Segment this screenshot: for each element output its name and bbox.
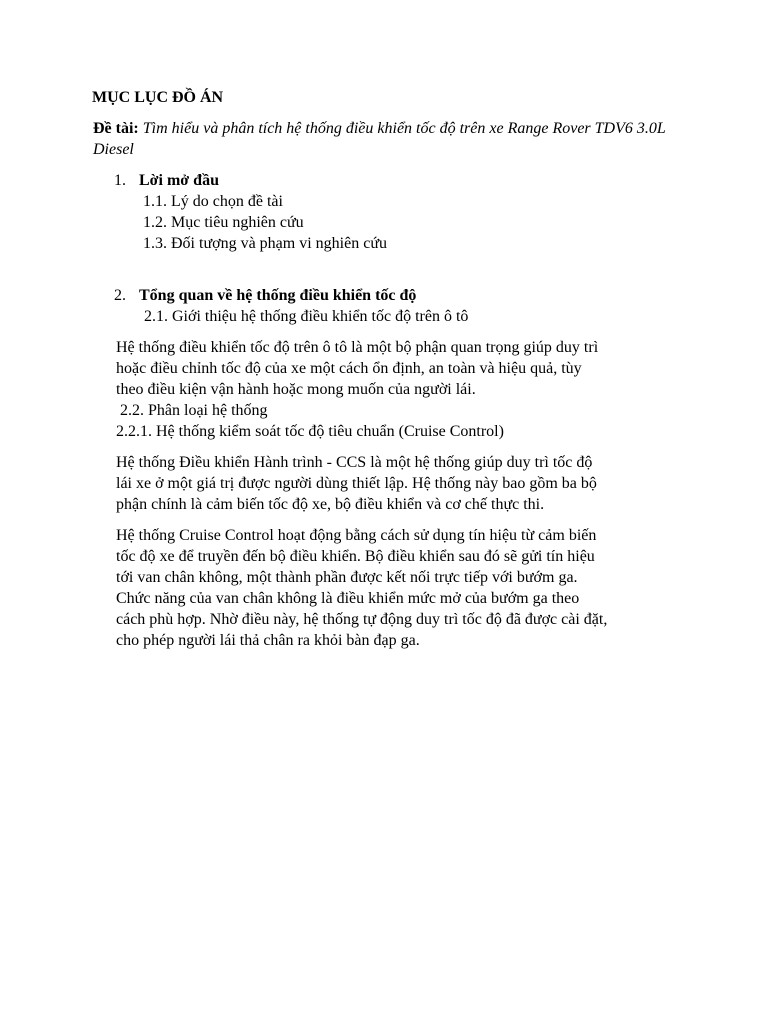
paragraph-line: tốc độ xe để truyền đến bộ điều khiển. Bộ điều khiển sau đó sẽ gửi tín hiệu: [116, 548, 595, 565]
paragraph-line: cho phép người lái thả chân ra khỏi bàn đạp ga.: [116, 632, 420, 649]
subheading-2-2-1: 2.2.1. Hệ thống kiểm soát tốc độ tiêu chuẩn (Cruise Control): [116, 423, 504, 440]
paragraph-line: Hệ thống Điều khiển Hành trình - CCS là một hệ thống giúp duy trì tốc độ: [116, 454, 593, 471]
section-2-heading: [114, 285, 416, 306]
paragraph-line: tới van chân không, một thành phần được kết nối trực tiếp với bướm ga.: [116, 569, 578, 586]
topic-text: Tìm hiểu và phân tích hệ thống điều khiển tốc độ trên xe Range Rover TDV6 3.0L Diesel: [93, 120, 666, 158]
paragraph-line: Hệ thống điều khiển tốc độ trên ô tô là một bộ phận quan trọng giúp duy trì: [116, 339, 599, 356]
topic-label: Đề tài:: [93, 120, 139, 137]
toc-item: 2.1. Giới thiệu hệ thống điều khiển tốc độ trên ô tô: [144, 308, 469, 325]
paragraph-line: Hệ thống Cruise Control hoạt động bằng cách sử dụng tín hiệu từ cảm biến: [116, 527, 597, 544]
topic: [93, 118, 693, 160]
paragraph-3: [116, 525, 607, 651]
paragraph-1: [116, 337, 598, 400]
paragraph-line: Chức năng của van chân không là điều khiển mức mở của bướm ga theo: [116, 590, 580, 607]
section-2-number: 2.: [114, 287, 126, 304]
toc-item: 1.1. Lý do chọn đề tài: [143, 193, 283, 210]
section-1-heading: [114, 170, 219, 191]
subheading-2-2: 2.2. Phân loại hệ thống: [120, 402, 268, 419]
section-1-number: 1.: [114, 172, 126, 189]
section-1-items: [143, 191, 387, 254]
document-title: MỤC LỤC ĐỒ ÁN: [92, 89, 224, 106]
section-1-title: Lời mở đầu: [139, 172, 219, 189]
toc-item: 1.2. Mục tiêu nghiên cứu: [143, 214, 304, 231]
paragraph-line: phận chính là cảm biến tốc độ xe, bộ điều khiển và cơ chế thực thi.: [116, 496, 545, 513]
toc-item: 1.3. Đối tượng và phạm vi nghiên cứu: [143, 235, 387, 252]
paragraph-line: hoặc điều chỉnh tốc độ của xe một cách ổn định, an toàn và hiệu quả, tùy: [116, 360, 582, 377]
paragraph-2: [116, 452, 597, 515]
paragraph-line: cách phù hợp. Nhờ điều này, hệ thống tự động duy trì tốc độ đã được cài đặt,: [116, 611, 608, 628]
section-2-title: Tổng quan về hệ thống điều khiển tốc độ: [139, 287, 417, 304]
paragraph-line: theo điều kiện vận hành hoặc mong muốn của người lái.: [116, 381, 476, 398]
section-2-items: [144, 306, 468, 327]
paragraph-line: lái xe ở một giá trị được người dùng thiết lập. Hệ thống này bao gồm ba bộ: [116, 475, 597, 492]
